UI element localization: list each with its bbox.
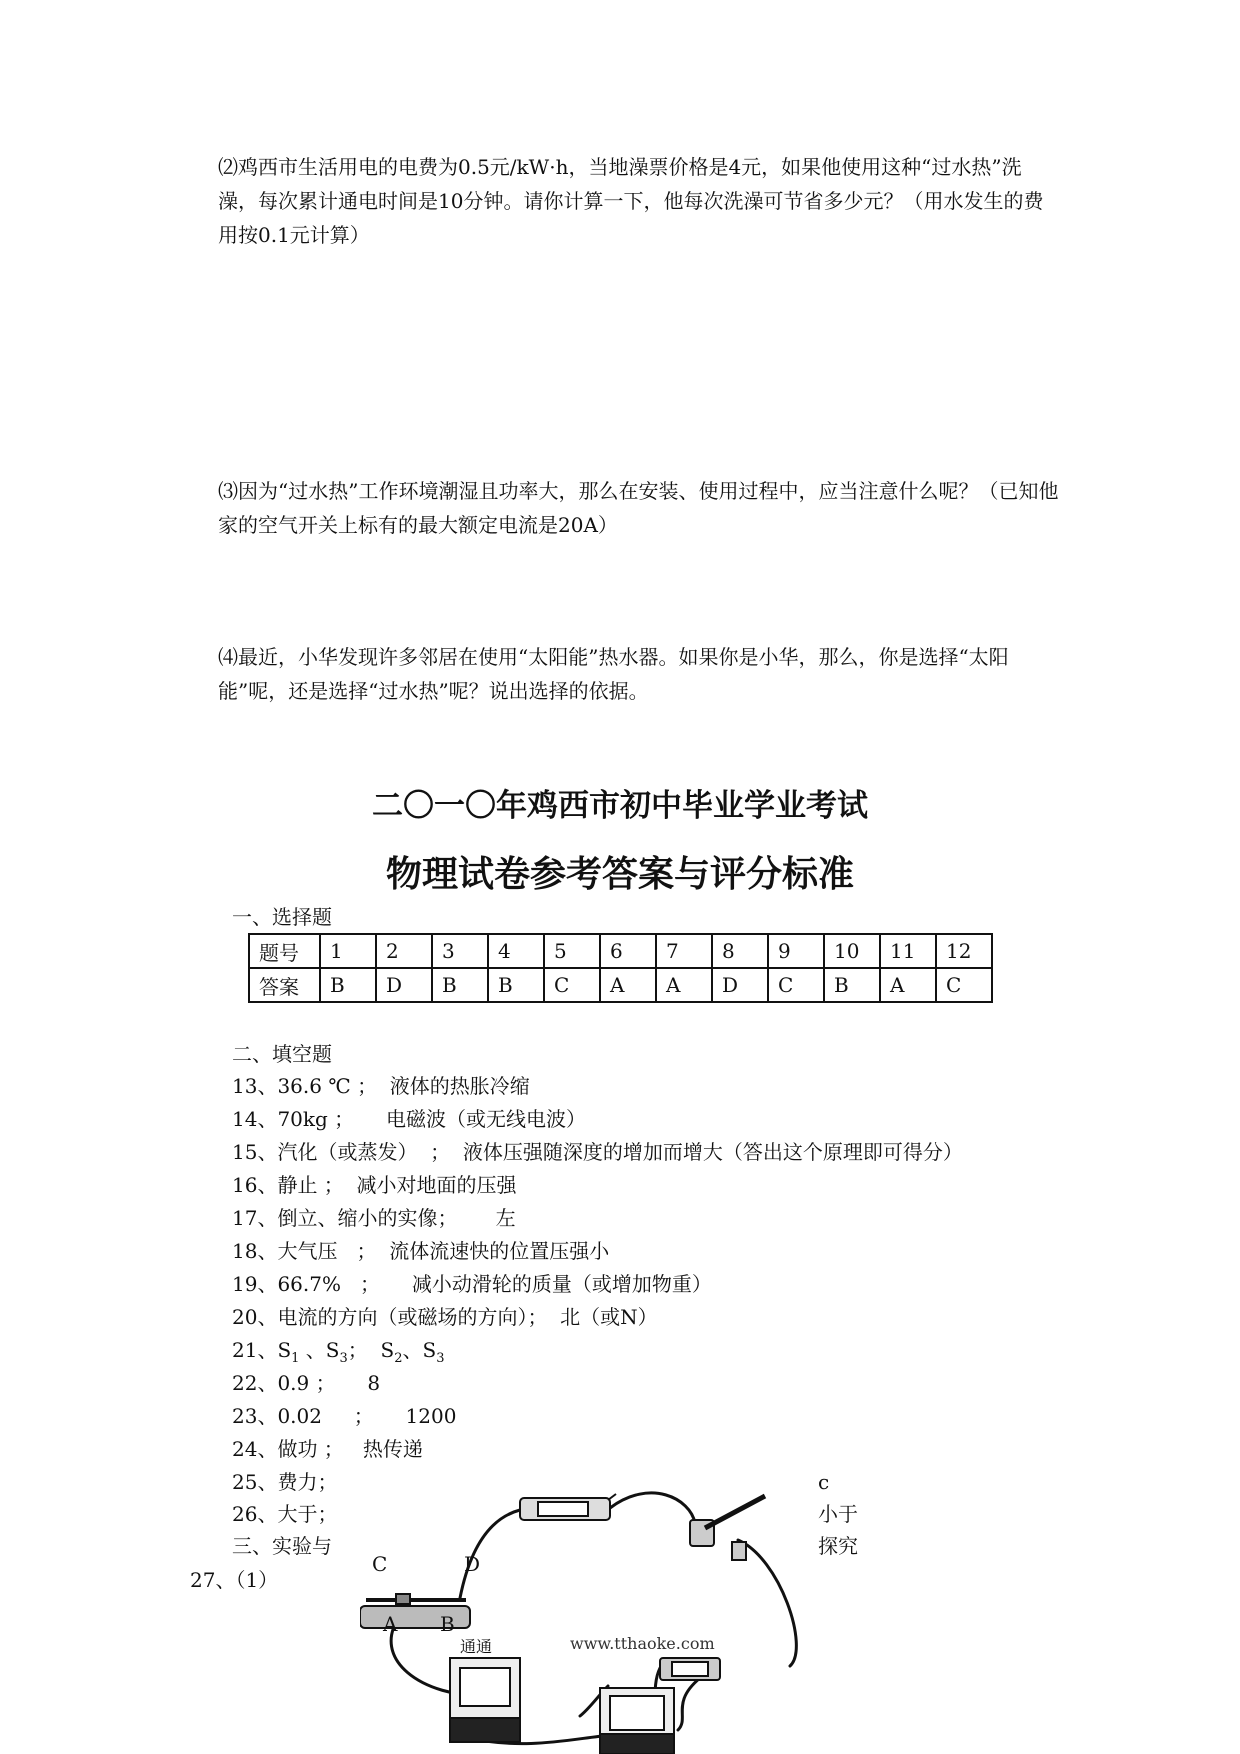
label-d: D bbox=[464, 1552, 481, 1576]
section-fill-in: 二、填空题 bbox=[232, 1042, 332, 1066]
table-header-cell: 题号 bbox=[249, 934, 320, 968]
answer-16: 16、静止 ； 减小对地面的压强 bbox=[232, 1173, 517, 1197]
table-cell: 4 bbox=[488, 934, 544, 968]
table-cell: A bbox=[880, 968, 936, 1002]
answer-13: 13、36.6 ℃ ； 液体的热胀冷缩 bbox=[232, 1074, 530, 1098]
question-2: ⑵鸡西市生活用电的电费为0.5元/kW·h，当地澡票价格是4元，如果他使用这种“过水热”洗澡，每次累计通电时间是10分钟。请你计算一下，他每次洗澡可节省多少元？（用水发生的费用按0.1元计算） bbox=[218, 155, 1044, 247]
table-row-numbers bbox=[249, 934, 992, 968]
wire bbox=[678, 1678, 700, 1730]
label-b: B bbox=[440, 1612, 455, 1636]
answer-26: 26、大于； bbox=[232, 1502, 338, 1526]
subscript: 1 bbox=[291, 1351, 300, 1366]
table-cell: A bbox=[600, 968, 656, 1002]
table-cell: B bbox=[432, 968, 488, 1002]
answer-24: 24、做功 ； 热传递 bbox=[232, 1437, 423, 1461]
answer-19: 19、66.7% ； 减小动滑轮的质量（或增加物重） bbox=[232, 1272, 712, 1296]
question-4: ⑷最近，小华发现许多邻居在使用“太阳能”热水器。如果你是小华，那么，你是选择“太阳能”呢，还是选择“过水热”呢？说出选择的依据。 bbox=[218, 645, 1009, 703]
exam-title: 二〇一〇年鸡西市初中毕业学业考试 bbox=[372, 788, 868, 824]
watermark: www.tthaoke.com bbox=[570, 1634, 715, 1653]
section-experiment-left: 三、实验与 bbox=[232, 1534, 332, 1558]
table-cell: B bbox=[320, 968, 376, 1002]
label-a: A bbox=[383, 1612, 398, 1636]
resistor bbox=[660, 1658, 720, 1680]
table-cell: B bbox=[488, 968, 544, 1002]
table-cell: 7 bbox=[656, 934, 712, 968]
table-cell: 8 bbox=[712, 934, 768, 968]
answer-21 bbox=[232, 1336, 444, 1373]
table-cell: 10 bbox=[824, 934, 880, 968]
answer-18: 18、大气压 ； 流体流速快的位置压强小 bbox=[232, 1239, 610, 1263]
battery bbox=[520, 1494, 616, 1520]
subscript: 2 bbox=[394, 1351, 403, 1366]
answer-27: 27、（1） bbox=[190, 1568, 279, 1592]
table-cell: 12 bbox=[936, 934, 992, 968]
table-cell: A bbox=[656, 968, 712, 1002]
answer-21-part: 21、S bbox=[232, 1338, 292, 1362]
table-cell: 1 bbox=[320, 934, 376, 968]
table-cell: B bbox=[824, 968, 880, 1002]
subscript: 3 bbox=[339, 1351, 348, 1366]
answer-15: 15、汽化（或蒸发） ； 液体压强随深度的增加而增大（答出这个原理即可得分） bbox=[232, 1140, 963, 1164]
subscript: 3 bbox=[436, 1351, 445, 1366]
answer-25-right: c bbox=[818, 1470, 830, 1494]
table-cell: C bbox=[936, 968, 992, 1002]
answer-21-part: 、S bbox=[402, 1338, 437, 1362]
table-header-cell: 答案 bbox=[249, 968, 320, 1002]
table-cell: 9 bbox=[768, 934, 824, 968]
circuit-diagram bbox=[360, 1468, 800, 1754]
table-cell: 2 bbox=[376, 934, 432, 968]
answer-23: 23、0.02 ； 1200 bbox=[232, 1404, 457, 1428]
answer-17: 17、倒立、缩小的实像； 左 bbox=[232, 1206, 516, 1230]
answer-21-part: 、S bbox=[299, 1338, 340, 1362]
answer-25: 25、费力； bbox=[232, 1470, 338, 1494]
table-cell: C bbox=[544, 968, 600, 1002]
ammeter bbox=[450, 1658, 520, 1742]
section-experiment-right: 探究 bbox=[818, 1534, 858, 1558]
table-cell: D bbox=[376, 968, 432, 1002]
answer-table bbox=[248, 933, 993, 1003]
answer-22: 22、0.9 ； 8 bbox=[232, 1371, 381, 1395]
table-cell: 6 bbox=[600, 934, 656, 968]
answer-21-part: ； S bbox=[347, 1338, 395, 1362]
section-multiple-choice: 一、选择题 bbox=[232, 905, 332, 929]
voltmeter bbox=[600, 1688, 674, 1754]
table-cell: C bbox=[768, 968, 824, 1002]
table-cell: 3 bbox=[432, 934, 488, 968]
answer-20: 20、电流的方向（或磁场的方向）； 北（或N） bbox=[232, 1305, 658, 1329]
question-3: ⑶因为“过水热”工作环境潮湿且功率大，那么在安装、使用过程中，应当注意什么呢？（已知他家的空气开关上标有的最大额定电流是20A） bbox=[218, 479, 1059, 537]
wire bbox=[610, 1493, 695, 1523]
answer-key-title: 物理试卷参考答案与评分标准 bbox=[385, 854, 854, 895]
table-cell: D bbox=[712, 968, 768, 1002]
table-cell: 11 bbox=[880, 934, 936, 968]
answer-26-right: 小于 bbox=[818, 1502, 858, 1526]
watermark-left: 通通 bbox=[460, 1637, 493, 1656]
answer-14: 14、70kg ； 电磁波（或无线电波） bbox=[232, 1107, 586, 1131]
table-cell: 5 bbox=[544, 934, 600, 968]
table-row-answers bbox=[249, 968, 992, 1002]
label-c: C bbox=[372, 1552, 388, 1576]
